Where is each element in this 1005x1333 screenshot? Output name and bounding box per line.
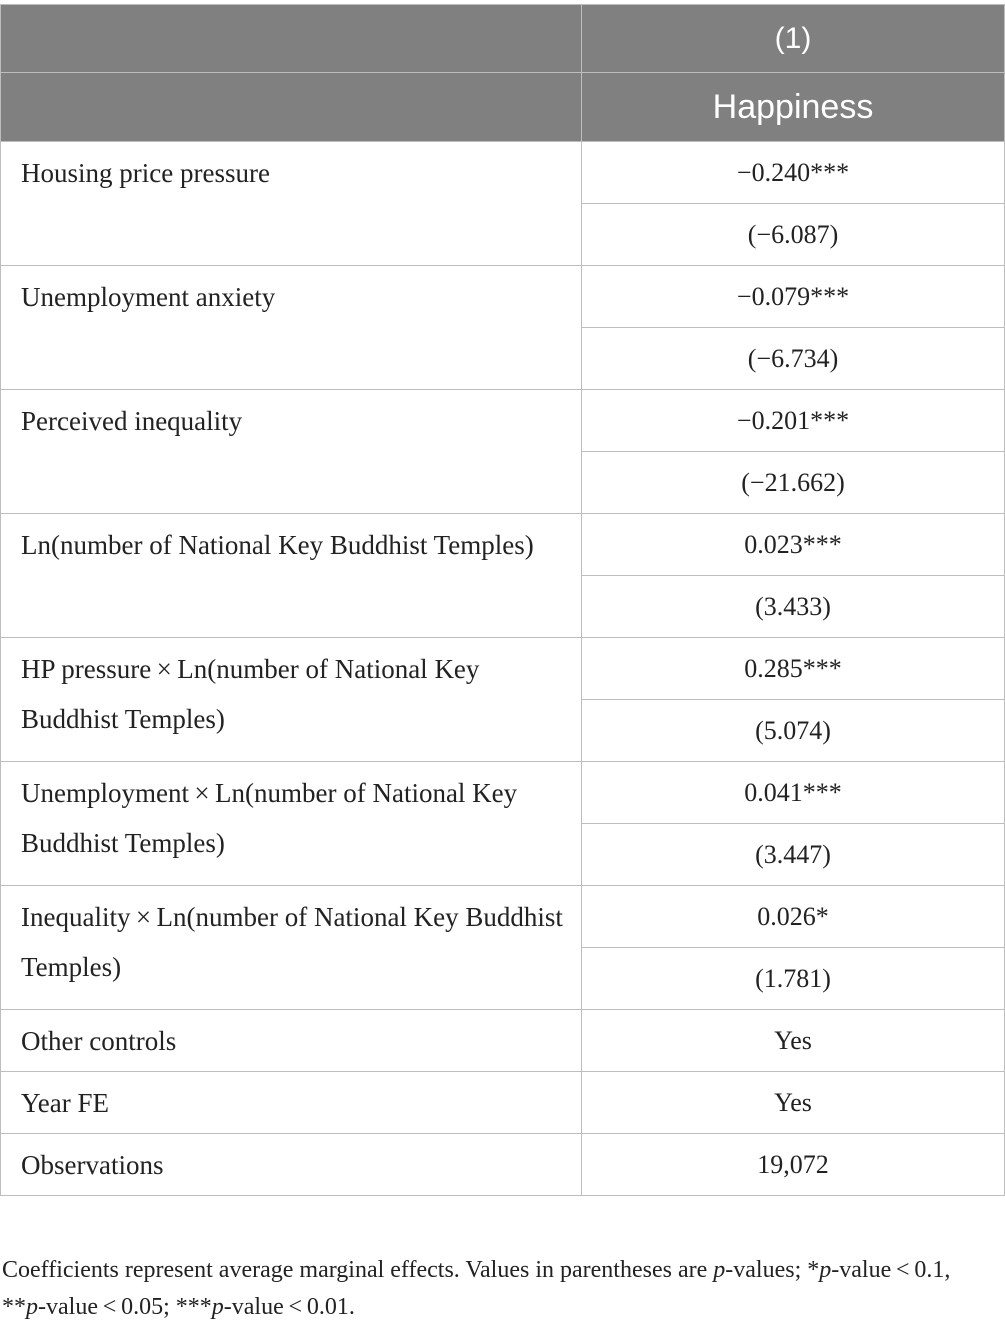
- table-body: [1, 142, 1005, 1196]
- table-header: [1, 5, 1005, 142]
- column-name: Happiness: [582, 73, 1005, 142]
- table-row: [1, 1010, 1005, 1072]
- table-row: [1, 638, 1005, 700]
- statistic-cell: (1.781): [582, 948, 1005, 1010]
- value-cell: Yes: [582, 1072, 1005, 1134]
- coefficient-cell: 0.026*: [582, 886, 1005, 948]
- value-cell: 19,072: [582, 1134, 1005, 1196]
- footnote-text: Coefficients represent average marginal effects. Values in parentheses are: [2, 1257, 714, 1283]
- row-label: Perceived inequality: [1, 390, 582, 514]
- row-label: Other controls: [1, 1010, 582, 1072]
- table-footnote: [2, 1252, 992, 1326]
- row-label: Housing price pressure: [1, 142, 582, 266]
- table-row: [1, 1134, 1005, 1196]
- row-label: Inequality × Ln(number of National Key Buddhist Temples): [1, 886, 582, 1010]
- statistic-cell: (−6.087): [582, 204, 1005, 266]
- row-label: Unemployment × Ln(number of National Key Buddhist Temples): [1, 762, 582, 886]
- table-row: [1, 266, 1005, 328]
- footnote-italic-p: p: [26, 1294, 38, 1320]
- row-label: Year FE: [1, 1072, 582, 1134]
- row-label: HP pressure × Ln(number of National Key Buddhist Temples): [1, 638, 582, 762]
- coefficient-cell: 0.041***: [582, 762, 1005, 824]
- statistic-cell: (3.433): [582, 576, 1005, 638]
- results-table: [0, 4, 1005, 1196]
- table-row: [1, 1072, 1005, 1134]
- table-row: [1, 390, 1005, 452]
- footnote-italic-p: p: [211, 1294, 224, 1320]
- table-row: [1, 142, 1005, 204]
- table-row: [1, 762, 1005, 824]
- header-row-column-name: [1, 73, 1005, 142]
- header-empty-cell: [1, 73, 582, 142]
- footnote-italic-p: p: [713, 1257, 726, 1283]
- row-label: Observations: [1, 1134, 582, 1196]
- column-number: (1): [582, 5, 1005, 73]
- statistic-cell: (−6.734): [582, 328, 1005, 390]
- coefficient-cell: −0.240***: [582, 142, 1005, 204]
- statistic-cell: (5.074): [582, 700, 1005, 762]
- coefficient-cell: 0.023***: [582, 514, 1005, 576]
- row-label: Unemployment anxiety: [1, 266, 582, 390]
- row-label: Ln(number of National Key Buddhist Temples): [1, 514, 582, 638]
- footnote-text: -value < 0.05; ***: [38, 1294, 212, 1320]
- footnote-italic-p: p: [819, 1257, 832, 1283]
- coefficient-cell: −0.201***: [582, 390, 1005, 452]
- table-row: [1, 886, 1005, 948]
- footnote-text: -values; *: [725, 1257, 820, 1283]
- coefficient-cell: −0.079***: [582, 266, 1005, 328]
- header-row-column-number: [1, 5, 1005, 73]
- coefficient-cell: 0.285***: [582, 638, 1005, 700]
- statistic-cell: (−21.662): [582, 452, 1005, 514]
- footnote-text: -value < 0.1, **: [2, 1257, 951, 1320]
- value-cell: Yes: [582, 1010, 1005, 1072]
- header-empty-cell: [1, 5, 582, 73]
- footnote-text: -value < 0.01.: [223, 1294, 355, 1320]
- statistic-cell: (3.447): [582, 824, 1005, 886]
- table-row: [1, 514, 1005, 576]
